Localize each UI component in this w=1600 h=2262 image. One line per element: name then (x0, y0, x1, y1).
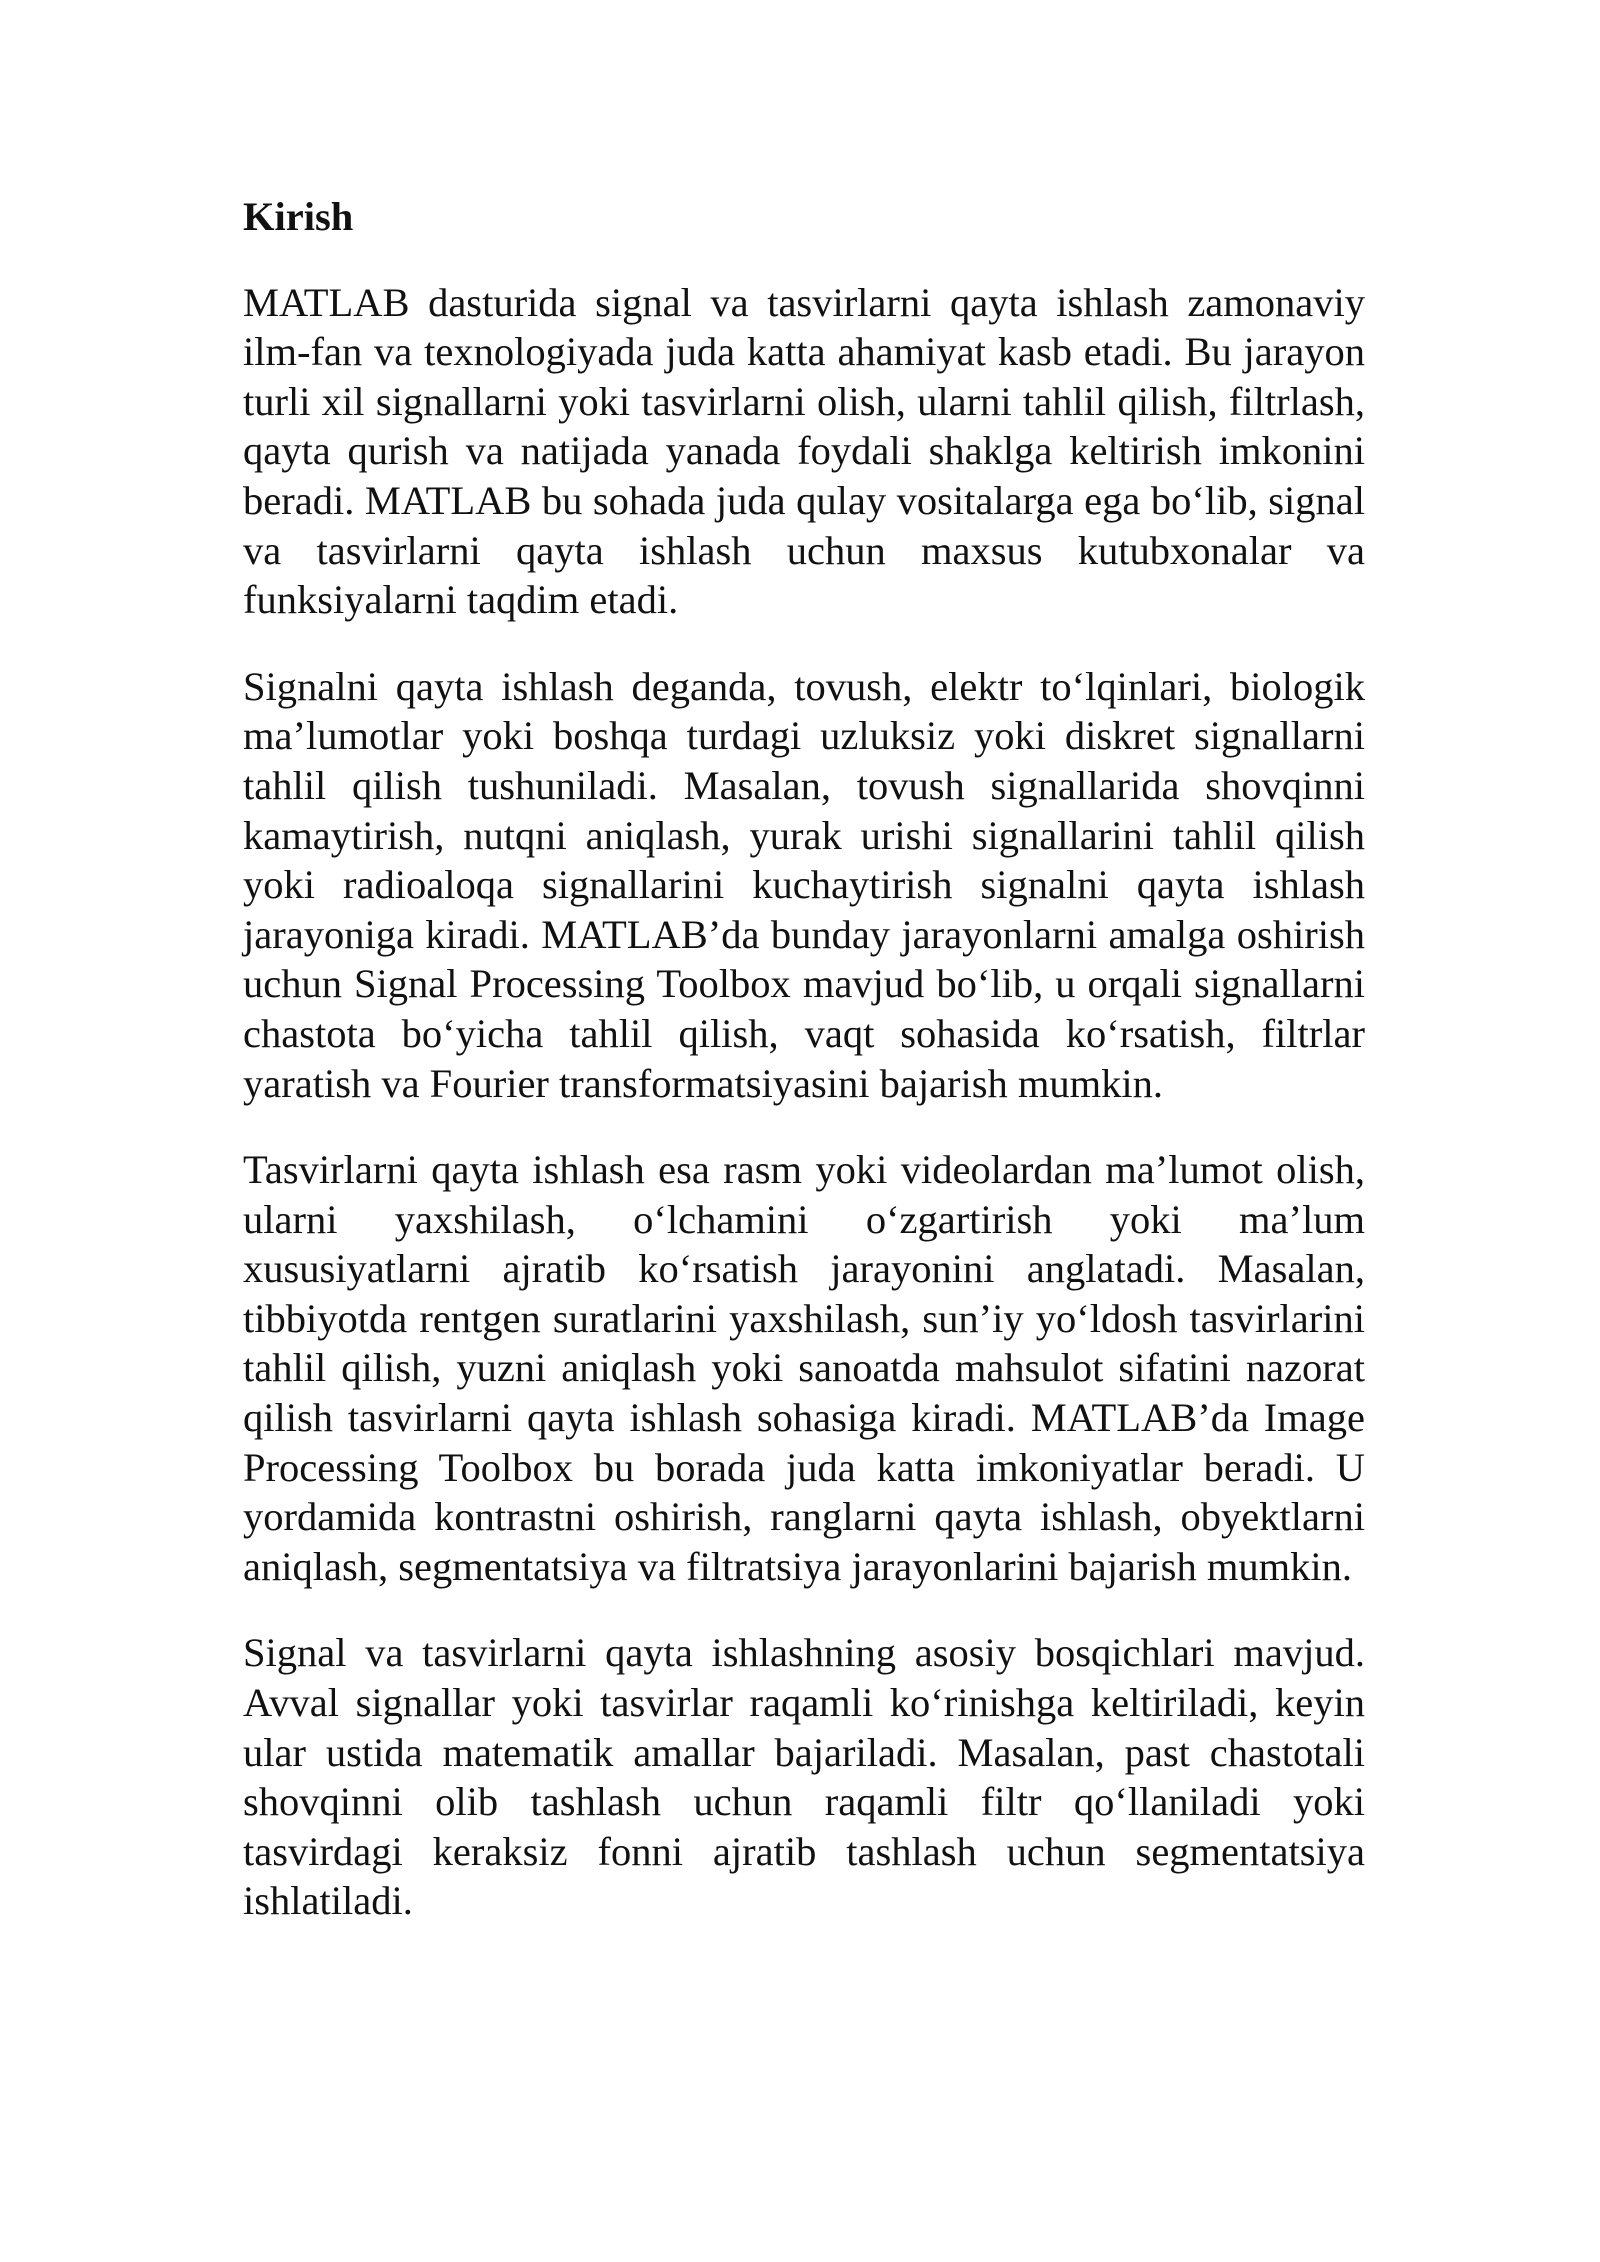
paragraph-1: MATLAB dasturida signal va tasvirlarni qayta ishlash zamonaviy ilm-fan va texnologiyada juda katta ahamiyat kasb etadi. Bu jarayon turli xil signallarni yoki tasvirlarni olish, ularni tahlil qilish, filtrlash, qayta qurish va natijada yanada foydali shaklga keltirish imkonini beradi. MATLAB bu sohada juda qulay vositalarga ega bo‘lib, signal va tasvirlarni qayta ishlash uchun maxsus kutubxonalar va funksiyalarni taqdim etadi. (243, 279, 1365, 623)
paragraph-3: Tasvirlarni qayta ishlash esa rasm yoki videolardan ma’lumot olish, ularni yaxshilash, o‘lchamini o‘zgartirish yoki ma’lum xususiyatlarni ajratib ko‘rsatish jarayonini anglatadi. Masalan, tibbiyotda rentgen suratlarini yaxshilash, sun’iy yo‘ldosh tasvirlarini tahlil qilish, yuzni aniqlash yoki sanoatda mahsulot sifatini nazorat qilish tasvirlarni qayta ishlash sohasiga kiradi. MATLAB’da Image Processing Toolbox bu borada juda katta imkoniyatlar beradi. U yordamida kontrastni oshirish, ranglarni qayta ishlash, obyektlarni aniqlash, segmentatsiya va filtratsiya jarayonlarini bajarish mumkin. (243, 1147, 1365, 1589)
paragraph-4: Signal va tasvirlarni qayta ishlashning asosiy bosqichlari mavjud. Avval signallar yoki tasvirlar raqamli ko‘rinishga keltiriladi, keyin ular ustida matematik amallar bajariladi. Masalan, past chastotali shovqinni olib tashlash uchun raqamli filtr qo‘llaniladi yoki tasvirdagi keraksiz fonni ajratib tashlash uchun segmentatsiya ishlatiladi. (243, 1630, 1365, 1924)
paragraph-2: Signalni qayta ishlash deganda, tovush, elektr to‘lqinlari, biologik ma’lumotlar yoki boshqa turdagi uzluksiz yoki diskret signallarni tahlil qilish tushuniladi. Masalan, tovush signallarida shovqinni kamaytirish, nutqni aniqlash, yurak urishi signallarini tahlil qilish yoki radioaloqa signallarini kuchaytirish signalni qayta ishlash jarayoniga kiradi. MATLAB’da bunday jarayonlarni amalga oshirish uchun Signal Processing Toolbox mavjud bo‘lib, u orqali signallarni chastota bo‘yicha tahlil qilish, vaqt sohasida ko‘rsatish, filtrlar yaratish va Fourier transformatsiyasini bajarish mumkin. (243, 663, 1365, 1106)
section-heading: Kirish (243, 194, 354, 239)
document-body (243, 192, 1365, 1963)
